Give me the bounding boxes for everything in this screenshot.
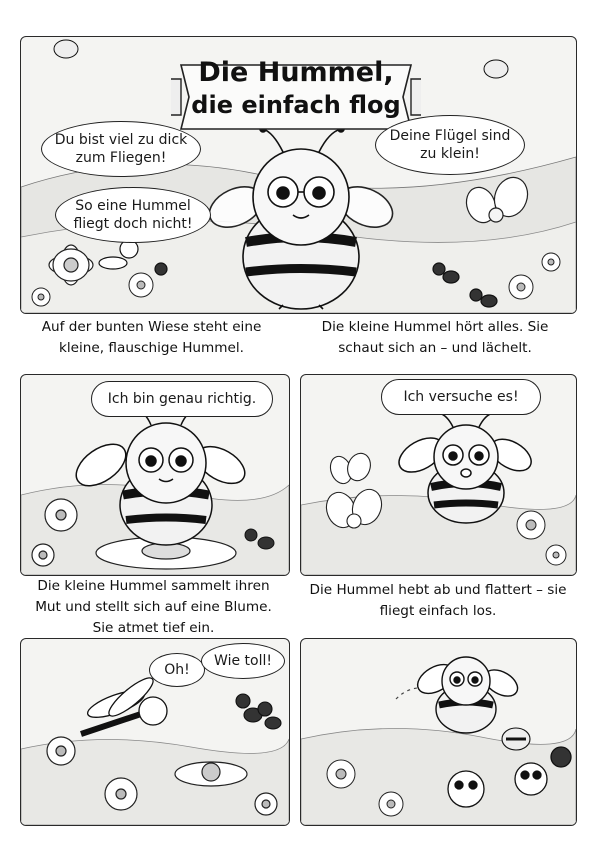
caption-2-right: Die Hummel hebt ab und flattert – sie fliegt einfach los.	[309, 582, 567, 620]
caption-1-right: Die kleine Hummel hört alles. Sie schaut sich an – und lächelt.	[321, 319, 549, 357]
bumblebee-icon	[413, 657, 522, 733]
speech-bubble-just-right: Ich bin genau richtig.	[91, 381, 273, 417]
title-line-2: die einfach flog	[191, 91, 401, 119]
small-bee-icon	[502, 728, 530, 750]
title-line-1: Die Hummel,	[198, 57, 394, 88]
speech-bubble-i-try: Ich versuche es!	[381, 379, 541, 415]
caption-2-left: Die kleine Hummel sammelt ihren Mut und stellt sich auf eine Blume. Sie atmet tief ein.	[35, 578, 272, 637]
ant-icon	[236, 694, 281, 729]
speech-bubble-wow: Wie toll!	[201, 643, 285, 679]
speech-bubble-wings-small: Deine Flügel sind zu klein!	[375, 115, 525, 175]
title-banner	[171, 57, 421, 142]
panel-3-bee-takeoff	[300, 374, 577, 576]
speech-bubble-oh: Oh!	[149, 653, 205, 687]
panel-1-meadow	[20, 36, 577, 314]
dragonfly-icon	[81, 673, 167, 734]
speech-bubble-too-fat: Du bist viel zu dick zum Fliegen!	[41, 121, 201, 177]
panel-4-dragonfly-ants	[20, 638, 290, 826]
caption-1-left: Auf der bunten Wiese steht eine kleine, flauschige Hummel.	[41, 319, 262, 357]
speech-bubble-doesnt-fly: So eine Hummel fliegt doch nicht!	[55, 187, 211, 243]
panel-5-bee-flying-away	[300, 638, 577, 826]
panel-2-bee-on-flower	[20, 374, 290, 576]
